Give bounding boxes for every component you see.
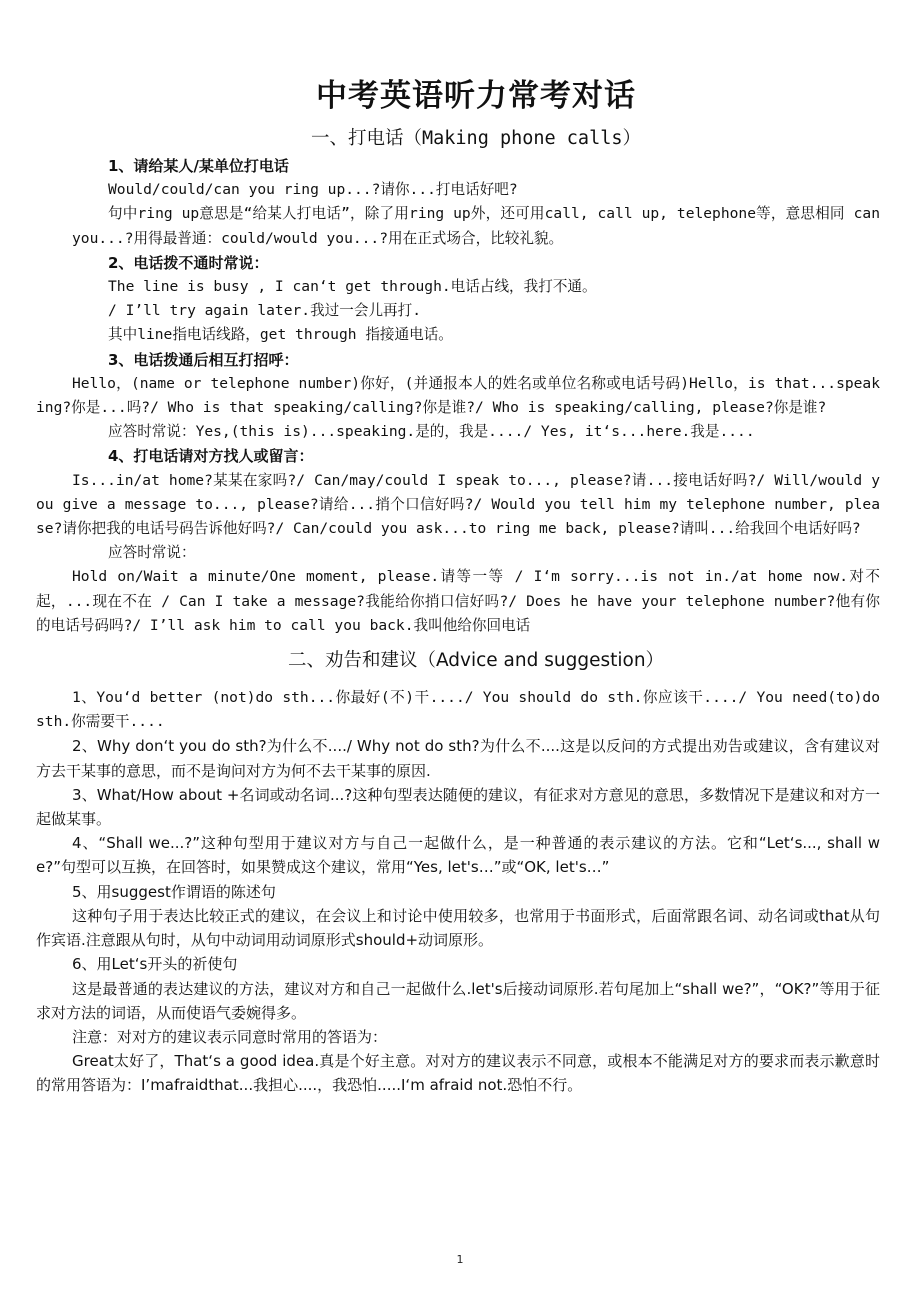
subsection-heading: 4、打电话请对方找人或留言：	[108, 447, 314, 466]
paragraph: 3、What/How about +名词或动名词...?这种句型表达随便的建议，有征求对方意见的意思，多数情况下是建议和对方一起做某事。	[36, 785, 880, 829]
subsection-1	[72, 154, 880, 251]
paragraph: 5、用suggest作谓语的陈述句	[72, 882, 276, 901]
subsection-heading: 1、请给某人/某单位打电话	[108, 157, 289, 175]
paragraph: Hello，(name or telephone number)你好，(并通报本人的姓名或单位名称或电话号码)Hello，is that...speaking?你是...吗?/ Who is that speaking/calling?你是谁?/ Who is speaking/calling, please?你是谁?	[36, 374, 880, 417]
paragraph: 这种句子用于表达比较正式的建议，在会议上和讨论中使用较多，也常用于书面形式，后面常跟名词、动名词或that从句作宾语.注意跟从句时，从句中动词用动词原形式should+动词原形。	[36, 906, 880, 950]
paragraph: Great太好了，That‘s a good idea.真是个好主意。对对方的建议表示不同意，或根本不能满足对方的要求而表示歉意时的常用答语为：I’mafraidthat...我担心....，我恐怕.....I‘m afraid not.恐怕不行。	[36, 1052, 880, 1095]
paragraph: 4、“Shall we...?”这种句型用于建议对方与自己一起做什么，是一种普通的表示建议的方法。它和“Let‘s..., shall we?”句型可以互换，在回答时，如果赞成这个建议，常用“Yes, let's…”或“OK, let's…”	[36, 834, 880, 877]
subsection-3	[36, 348, 880, 445]
paragraph: 1、You‘d better (not)do sth...你最好(不)干..../ You should do sth.你应该干..../ You need(to)do sth.你需要干....	[36, 689, 880, 731]
paragraph: 注意：对对方的建议表示同意时常用的答语为：	[72, 1027, 388, 1046]
paragraph: The line is busy , I can‘t get through.电话占线，我打不通。	[108, 278, 597, 296]
paragraph: 句中ring up意思是“给某人打电话”，除了用ring up外，还可用call, call up, telephone等，意思相同 can you...?用得最普通：could/would you...?用在正式场合，比较礼貌。	[72, 205, 880, 247]
paragraph: 6、用Let‘s开头的祈使句	[72, 955, 238, 974]
subsection-4	[36, 444, 880, 638]
paragraph: / I’ll try again later.我过一会儿再打.	[108, 302, 422, 320]
section-heading-phone-calls: 一、打电话（Making phone calls）	[311, 128, 641, 149]
subsection-heading: 3、电话拨通后相互打招呼：	[108, 350, 299, 369]
paragraph: 应答时常说：Yes,(this is)...speaking.是的，我是..../ Yes, it‘s...here.我是....	[108, 423, 755, 441]
subsection-heading: 2、电话拨不通时常说：	[108, 253, 269, 272]
subsection-2	[72, 251, 880, 348]
section-heading-advice: 二、劝告和建议（Advice and suggestion）	[287, 650, 665, 672]
paragraph: Would/could/can you ring up...?请你...打电话好吧?	[108, 181, 518, 199]
document-title: 中考英语听力常考对话	[316, 78, 636, 114]
paragraph: Is...in/at home?某某在家吗?/ Can/may/could I speak to..., please?请...接电话好吗?/ Will/would you give a message to..., please?请给...捎个口信好吗?/ Would you tell him my telephone number, please?请你把我的电话号码告诉他好吗?/ Can/could you ask...to ring me back, please?请叫...给我回个电话好吗?	[36, 471, 880, 538]
paragraph: Hold on/Wait a minute/One moment, please.请等一等 / I‘m sorry...is not in./at home now.对不起，...现在不在 / Can I take a message?我能给你捎口信好吗?/ Does he have your telephone number?他有你的电话号码吗?/ I’ll ask him to call you back.我叫他给你回电话	[36, 568, 880, 634]
section-advice-body	[36, 686, 880, 1097]
paragraph: 其中line指电话线路，get through 指接通电话。	[108, 326, 453, 344]
paragraph: 2、Why don‘t you do sth?为什么不..../ Why not do sth?为什么不....这是以反问的方式提出劝告或建议，含有建议对方去干某事的意思，而不是询问对方为何不去干某事的原因.	[36, 737, 880, 780]
page-number: 1	[456, 1253, 464, 1266]
paragraph: 这是最普通的表达建议的方法，建议对方和自己一起做什么.let's后接动词原形.若句尾加上“shall we?”，“OK?”等用于征求对方法的词语，从而使语气委婉得多。	[36, 979, 880, 1022]
paragraph: 应答时常说：	[108, 544, 196, 562]
